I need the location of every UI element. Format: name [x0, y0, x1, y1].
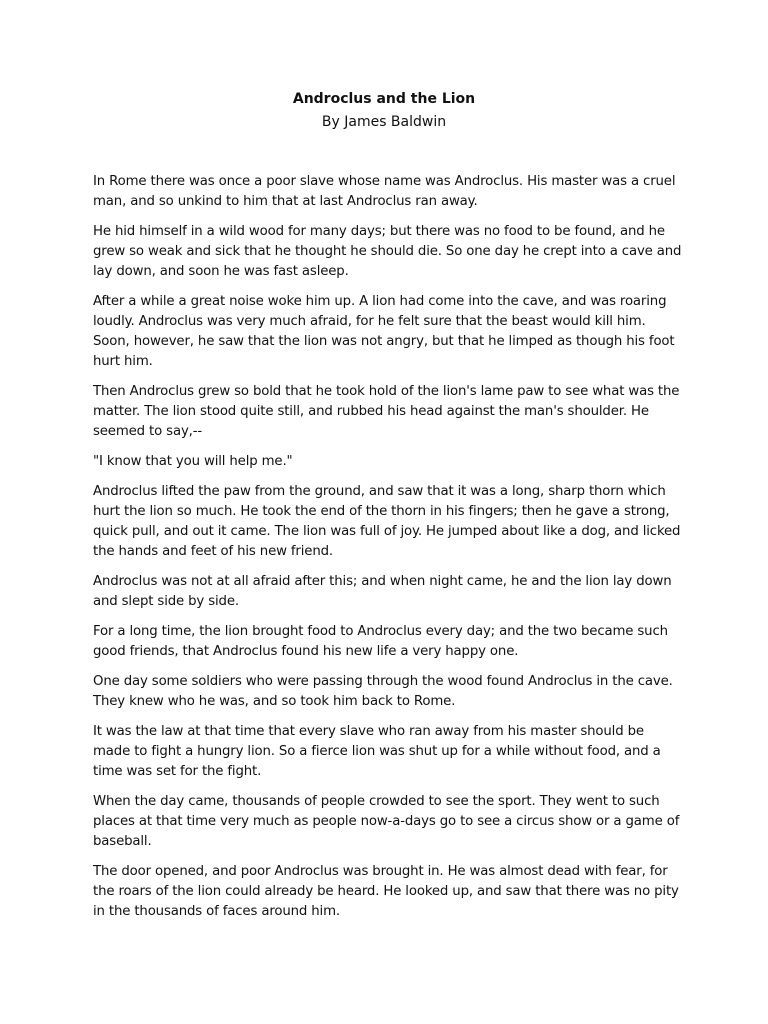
paragraph-11: When the day came, thousands of people crowded to see the sport. They went to such places at that time very much as people now-a-days go to see a circus show or a game of baseball. [93, 794, 680, 849]
paragraph-4: Then Androclus grew so bold that he took hold of the lion's lame paw to see what was the matter. The lion stood quite still, and rubbed his head against the man's shoulder. He seemed to say,-- [93, 384, 680, 439]
paragraph-2: He hid himself in a wild wood for many days; but there was no food to be found, and he grew so weak and sick that he thought he should die. So one day he crept into a cave and lay down, and soon he was fast asleep. [93, 224, 682, 279]
document-body [93, 172, 683, 932]
paragraph-6: Androclus lifted the paw from the ground, and saw that it was a long, sharp thorn which hurt the lion so much. He took the end of the thorn in his fingers; then he gave a strong, quick pull, and out it came. The lion was full of joy. He jumped about like a dog, and licked the hands and feet of his new friend. [93, 484, 681, 559]
paragraph-8: For a long time, the lion brought food to Androclus every day; and the two became such good friends, that Androclus found his new life a very happy one. [93, 624, 668, 659]
paragraph-12: The door opened, and poor Androclus was brought in. He was almost dead with fear, for the roars of the lion could already be heard. He looked up, and saw that there was no pity in the thousands of faces around him. [93, 864, 679, 919]
paragraph-1: In Rome there was once a poor slave whose name was Androclus. His master was a cruel man, and so unkind to him that at last Androclus ran away. [93, 174, 676, 209]
document-title: Androclus and the Lion [292, 91, 476, 107]
paragraph-10: It was the law at that time that every slave who ran away from his master should be made to fight a hungry lion. So a fierce lion was shut up for a while without food, and a time was set for the fight. [93, 724, 661, 779]
document-author: By James Baldwin [321, 114, 447, 130]
paragraph-5: "I know that you will help me." [93, 454, 293, 469]
paragraph-3: After a while a great noise woke him up. A lion had come into the cave, and was roaring loudly. Androclus was very much afraid, for he felt sure that the beast would kill him. Soon, however, he saw that the lion was not angry, but that he limped as though his foot hurt him. [93, 294, 675, 369]
paragraph-9: One day some soldiers who were passing through the wood found Androclus in the cave. They knew who he was, and so took him back to Rome. [93, 674, 673, 709]
paragraph-7: Androclus was not at all afraid after this; and when night came, he and the lion lay down and slept side by side. [93, 574, 672, 609]
